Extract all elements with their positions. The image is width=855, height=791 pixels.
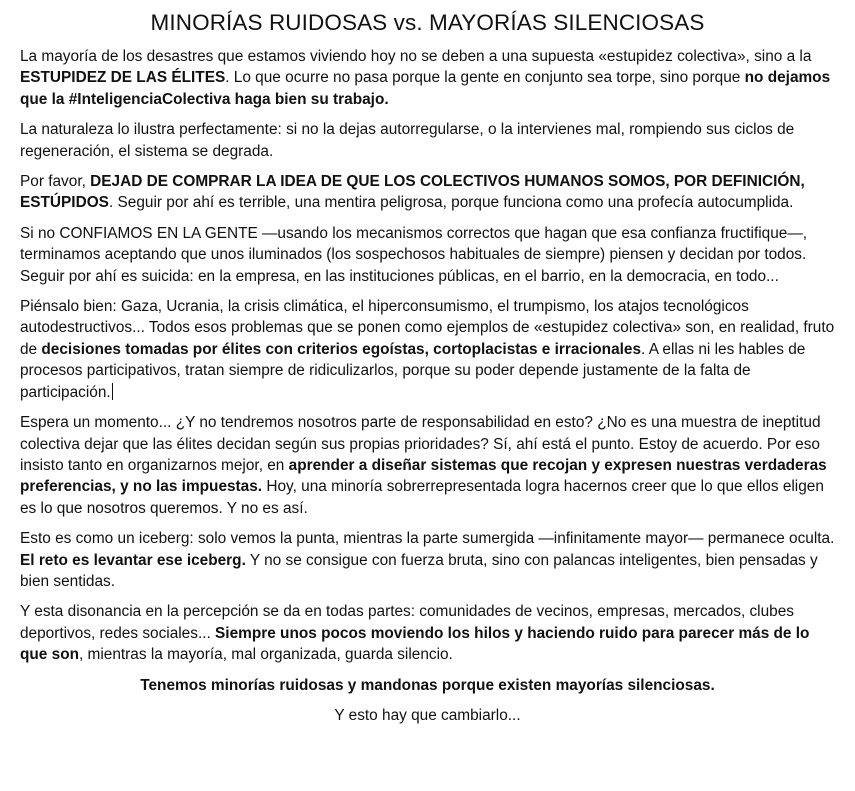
paragraph-5-bold-b: decisiones tomadas por élites con criterios egoístas, cortoplacistas e irracionales [41,340,642,358]
paragraph-4-text-a: Si no CONFIAMOS EN LA GENTE —usando los mecanismos correctos que hagan que esa confianza fructifique—, terminamos aceptando que unos iluminados (los sospechosos habituales de siempre) piensen y decidan por todos. Seguir por ahí es suicida: en la empresa, en las instituciones públicas, en el barrio, en la democracia, en todo... [20,224,807,285]
paragraph-1-bold-b: ESTUPIDEZ DE LAS ÉLITES [20,69,226,87]
paragraph-6-bold-b: aprender a diseñar sistemas que recojan y expresen nuestras verdaderas preferencias, y no las impuestas. [20,456,827,496]
paragraph-3 [20,171,835,214]
paragraph-7 [20,528,835,592]
paragraph-8-text-a: Y esta disonancia en la percepción se da en todas partes: comunidades de vecinos, empresas, mercados, clubes deportivos, redes sociales... [20,603,794,642]
paragraph-5-text-a: Piénsalo bien: Gaza, Ucrania, la crisis climática, el hiperconsumismo, el trumpismo, los atajos tecnológicos autodestructivos... Todos esos problemas que se ponen como ejemplos de «estupidez colectiva» son, en realidad, fruto de [20,298,835,358]
paragraph-3-bold-b: DEJAD DE COMPRAR LA IDEA DE QUE LOS COLECTIVOS HUMANOS SOMOS, POR DEFINICIÓN, ESTÚPIDOS [20,173,805,212]
paragraph-7-bold-b: El reto es levantar ese iceberg. [20,551,246,569]
paragraph-8 [20,601,835,665]
paragraph-4 [20,223,835,287]
paragraph-1 [20,46,835,110]
paragraph-3-text-c: . Seguir por ahí es terrible, una mentira peligrosa, porque funciona como una profecía autocumplida. [108,194,794,212]
paragraph-1-bold-d: no dejamos que la #InteligenciaColectiva haga bien su trabajo. [20,69,831,108]
paragraph-10-text-a: Y esto hay que cambiarlo... [334,706,521,724]
paragraph-8-text-c: , mientras la mayoría, mal organizada, guarda silencio. [79,646,453,664]
document-title: MINORÍAS RUIDOSAS vs. MAYORÍAS SILENCIOSAS [150,10,705,35]
paragraph-7-text-c: Y no se consigue con fuerza bruta, sino con palancas inteligentes, bien pensadas y bien sentidas. [20,551,818,590]
paragraph-5-text-c: . A ellas ni les hables de procesos participativos, tratan siempre de ridiculizarlos, porque su poder depende justamente de la falta de participación. [20,340,806,401]
paragraph-6 [20,412,835,519]
paragraph-8-bold-b: Siempre unos pocos moviendo los hilos y haciendo ruido para parecer más de lo que son [20,624,810,664]
text-cursor [112,383,113,400]
paragraph-2 [20,119,835,162]
paragraph-5 [20,296,835,403]
paragraph-7-text-a: Esto es como un iceberg: solo vemos la punta, mientras la parte sumergida —infinitamente mayor— permanece oculta. [20,530,835,548]
paragraph-10-closing [20,705,835,726]
paragraph-6-text-c: Hoy, una minoría sobrerrepresentada logra hacernos creer que lo que ellos eligen es lo que nosotros queremos. Y no es así. [20,478,824,517]
paragraph-1-text-a: La mayoría de los desastres que estamos viviendo hoy no se deben a una supuesta «estupidez colectiva», sino a la [20,48,812,65]
paragraph-3-text-a: Por favor, [20,173,91,191]
paragraph-9-bold-b: Tenemos minorías ruidosas y mandonas porque existen mayorías silenciosas. [140,676,715,694]
paragraph-2-text-a: La naturaleza lo ilustra perfectamente: si no la dejas autorregularse, o la intervienes mal, rompiendo sus ciclos de regeneración, el sistema se degrada. [20,121,795,160]
paragraph-9-highlight [20,675,835,696]
paragraph-6-text-a: Espera un momento... ¿Y no tendremos nosotros parte de responsabilidad en esto? ¿No es una muestra de ineptitud colectiva dejar que las élites decidan según sus propias prioridades? Sí, ahí está el punto. Estoy de acuerdo. Por eso insisto tanto en organizarnos mejor, en [20,414,821,474]
paragraph-1-text-c: . Lo que ocurre no pasa porque la gente en conjunto sea torpe, sino porque [225,69,745,87]
